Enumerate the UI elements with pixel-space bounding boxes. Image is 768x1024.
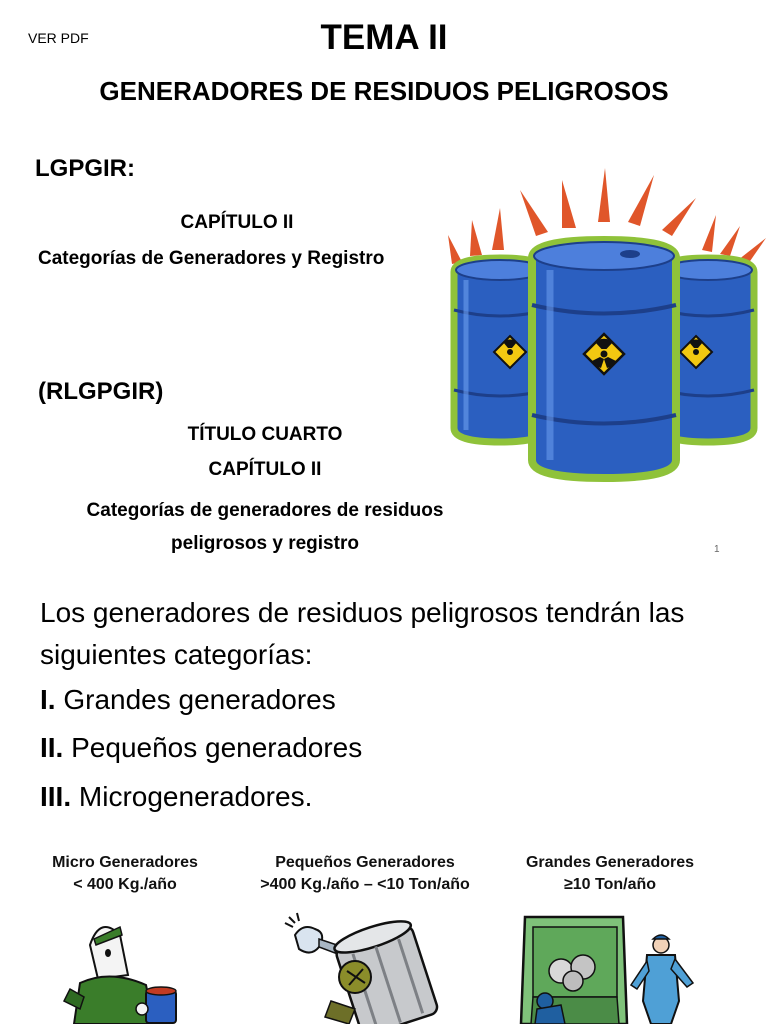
small-generators-label	[240, 852, 490, 896]
category-numeral: II.	[40, 732, 64, 763]
category-numeral: III.	[40, 781, 72, 812]
lgpgir-heading: LGPGIR:	[35, 155, 135, 182]
page-title: TEMA II	[320, 18, 448, 57]
generator-range: ≥10 Ton/año	[563, 876, 657, 893]
category-text: Grandes generadores	[55, 684, 336, 715]
generator-name: Micro Generadores	[52, 854, 198, 871]
rlgpgir-title: TÍTULO CUARTO	[187, 424, 343, 445]
hazardous-barrels-image	[440, 160, 768, 490]
ver-pdf-link[interactable]: VER PDF	[28, 30, 89, 46]
lgpgir-chapter-title: Categorías de Generadores y Registro	[38, 248, 385, 269]
page-number: 1	[714, 544, 720, 555]
category-item	[40, 732, 362, 764]
large-generators-label	[500, 852, 720, 896]
generator-name: Grandes Generadores	[525, 854, 695, 871]
intro-paragraph: Los generadores de residuos peligrosos tendrán las siguientes categorías:	[40, 597, 685, 670]
rlgpgir-chapter-title-line2: peligrosos y registro	[171, 533, 359, 554]
lgpgir-chapter: CAPÍTULO II	[180, 212, 294, 233]
category-item	[40, 781, 312, 813]
generator-range: >400 Kg./año – <10 Ton/año	[260, 876, 470, 893]
garbage-truck-icon	[515, 905, 705, 1024]
rlgpgir-chapter-title-line1: Categorías de generadores de residuos	[86, 500, 444, 521]
micro-generators-label	[30, 852, 220, 896]
page-subtitle: GENERADORES DE RESIDUOS PELIGROSOS	[99, 76, 669, 106]
category-text: Microgeneradores.	[71, 781, 313, 812]
trash-can-icon	[275, 905, 445, 1024]
rlgpgir-chapter-title	[0, 494, 530, 560]
small-trash-person-icon	[50, 905, 200, 1024]
rlgpgir-chapter: CAPÍTULO II	[208, 459, 322, 480]
generator-range: < 400 Kg./año	[73, 876, 177, 893]
category-numeral: I.	[40, 684, 56, 715]
category-text: Pequeños generadores	[63, 732, 363, 763]
category-item	[40, 684, 336, 716]
barrel-center	[532, 240, 676, 478]
generator-name: Pequeños Generadores	[275, 854, 455, 871]
rlgpgir-heading: (RLGPGIR)	[38, 378, 164, 405]
